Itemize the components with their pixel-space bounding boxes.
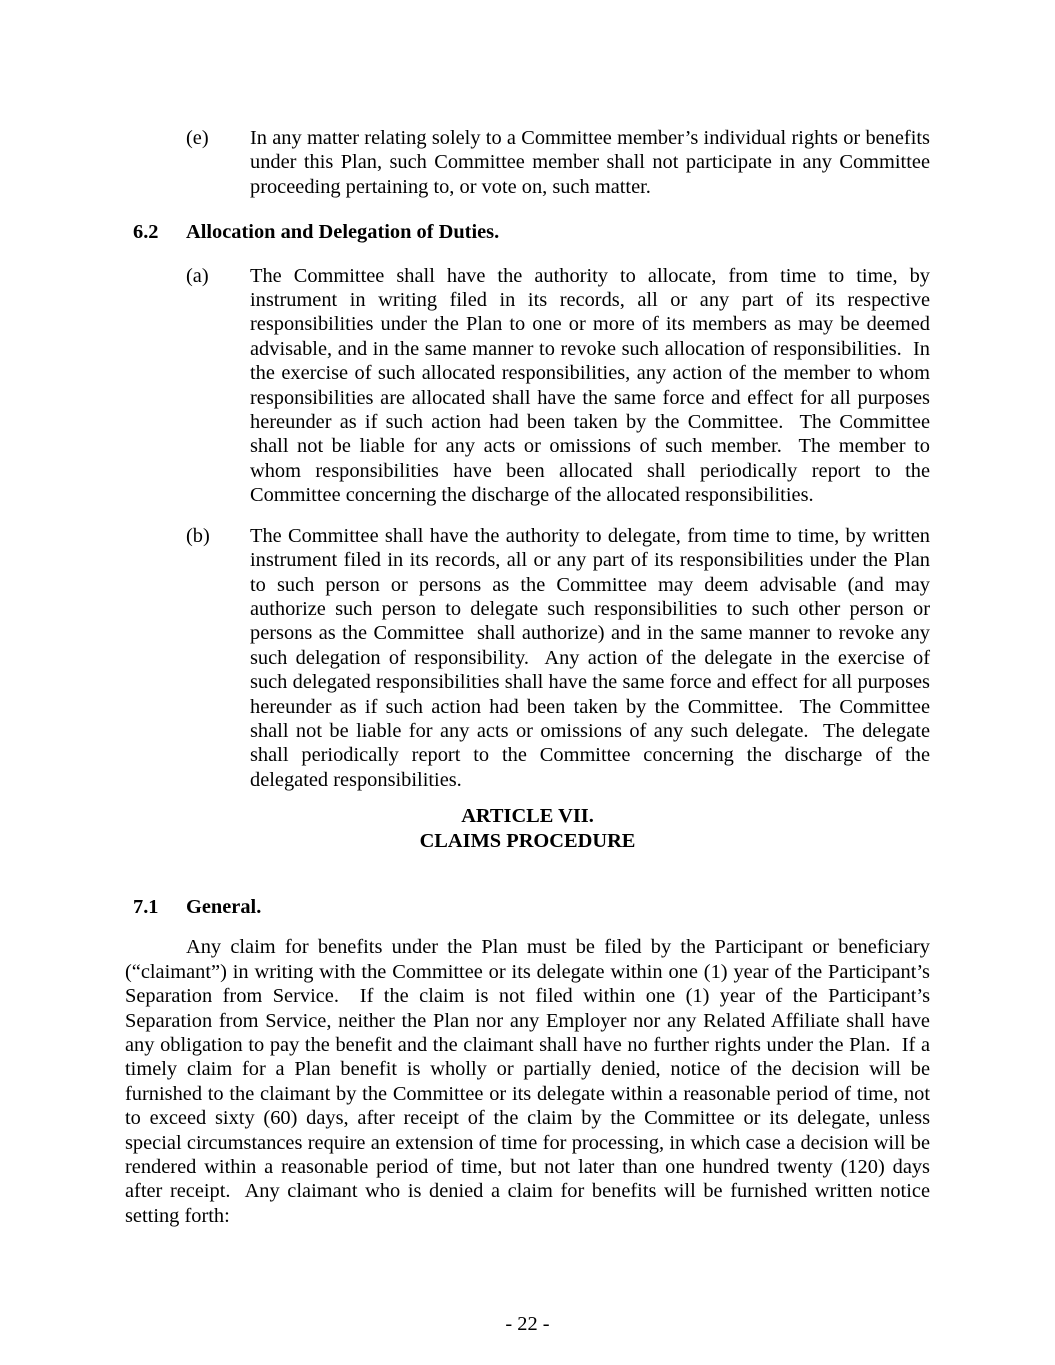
paragraph-a (186, 264, 936, 508)
paragraph-b-text: The Committee shall have the authority to delegate, from time to time, by written instrument filed in its records, all or any part of its responsibilities under the Plan to such person or persons as the Committee may deem advisable (and may authorize such person to delegate such responsibilities to such other person or persons as the Committee shall authorize) and in the same manner to revoke any such delegation of responsibility. Any action of the delegate in the exercise of such delegated responsibilities shall have the same force and effect for all purposes hereunder as if such action had been taken by the Committee. The Committee shall not be liable for any acts or omissions of any such delegate. The delegate shall periodically report to the Committee concerning the discharge of the delegated responsibilities. (250, 524, 936, 791)
paragraph-e-label: (e) (186, 127, 209, 149)
paragraph-e (186, 126, 936, 199)
section-heading-6-2 (133, 220, 930, 244)
paragraph-b-label: (b) (186, 524, 210, 547)
article-7-heading-line1: ARTICLE VII. (461, 805, 594, 828)
paragraph-e-text: In any matter relating solely to a Committee member’s individual rights or benefits under this Plan, such Committee member shall not participate in any Committee proceeding pertaining to, or vote on, such matter. (250, 127, 936, 198)
article-7-heading-line2: CLAIMS PROCEDURE (419, 829, 636, 852)
section-number-6-2: 6.2 (133, 221, 159, 244)
paragraph-general: Any claim for benefits under the Plan must be filed by the Participant or beneficiary (“claimant”) in writing with the Committee or its delegate within one (1) year of the Participant’s Separation from Service. If the claim is not filed within one (1) year of the Participant’s Separation from Service, neither the Plan nor any Employer nor any Related Affiliate shall have any obligation to pay the benefit and the claimant shall have no further rights under the Plan. If a timely claim for a Plan benefit is wholly or partially denied, notice of the decision will be furnished to the claimant by the Committee or its delegate within a reasonable period of time, not to exceed sixty (60) days, after receipt of the claim by the Committee or its delegate, unless special circumstances require an extension of time for processing, in which case a decision will be rendered within a reasonable period of time, but not later than one hundred twenty (120) days after receipt. Any claimant who is denied a claim for benefits will be furnished written notice setting forth: (125, 936, 936, 1227)
paragraph-a-label: (a) (186, 264, 209, 287)
section-number-7-1: 7.1 (133, 895, 159, 918)
article-7-heading (125, 804, 930, 853)
paragraph-b (186, 524, 936, 792)
section-title-6-2: Allocation and Delegation of Duties. (186, 221, 500, 244)
page-number: - 22 - (505, 1313, 550, 1335)
section-title-7-1: General. (186, 895, 262, 918)
section-heading-7-1 (133, 895, 930, 919)
paragraph-a-text: The Committee shall have the authority to allocate, from time to time, by instrument in writing filed in its records, all or any part of its respective responsibilities under the Plan to one or more of its members as may be deemed advisable, and in the same manner to revoke such allocation of responsibilities. In the exercise of such allocated responsibilities, any action of the member to whom responsibilities are allocated shall have the same force and effect for all purposes hereunder as if such action had been taken by the Committee. The Committee shall not be liable for any acts or omissions of such member. The member to whom responsibilities have been allocated shall periodically report to the Committee concerning the discharge of the allocated responsibilities. (250, 264, 936, 507)
